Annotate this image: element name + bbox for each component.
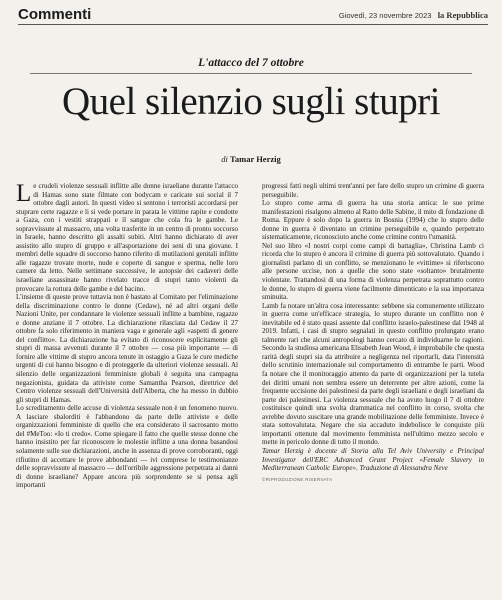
- paragraph: Lo screditamento delle accuse di violenza sessuale non è un fenomeno nuovo. A lasciare sbalorditi è l'abbandono da parte delle attiviste e delle organizzazioni femministe di quello che era considerato il sacrosanto motto del #MeToo: «Io ti credo». Come spiegare il fatto che quelle stesse donne che hanno insistito per far riconoscere le molestie inflitte a una donna basandosi solamente sulle sue dichiarazioni, anche in assenza di prove corroboranti, oggi rifiutino di accettare le prove abbondanti — ivi comprese le testimonianze delle sopravvissute al massacro — dell'orribile aggressione perpetrata ai danni di donne israeliane? Appare ancora più sorprendente se si pensa agli importanti: [16, 404, 238, 490]
- paragraph: progressi fatti negli ultimi trent'anni per fare dello stupro un crimine di guerra perseguibile.: [262, 182, 484, 199]
- paragraph: Lamb fa notare un'altra cosa interessante: sebbene sia comunemente utilizzato in guerra come un'efficace strategia, lo stupro durante un conflitto non è inevitabile ed è stato quasi assente dal conflitto israelo-palestinese dal 1948 al 2019. Infatti, i casi di stupro segnalati in questo conflitto prolungato erano talmente rari che alcuni antropologi hanno cercato di individuarne le ragioni. Secondo la studiosa americana Elisabeth Jean Wood, è improbabile che questa rarità degli stupri sia da attribuire a negligenza nel riportarli, data l'intensità dello scrutinio internazionale sul comportamento di entrambe le parti. Wood fa notare che il monitoraggio attento da parte di organizzazioni per la tutela dei diritti umani non sembra essere un deterrente per altre azioni, come la frequente uccisione dei palestinesi da parte degli israeliani e degli israeliani da parte dei palestinesi. La violenza sessuale che ha avuto luogo il 7 di ottobre costituisce quindi una svolta drammatica nel conflitto in corso, svolta che avrebbe dovuto suscitare una grande mobilitazione delle femministe. Invece è stata sottovalutata. Negare che sia accaduto indebolisce le conquiste più importanti ottenute dal movimento femminista nell'ultimo mezzo secolo e mette in pericolo donne di tutto il mondo.: [262, 301, 484, 447]
- author-bio: Tamar Herzig è docente di Storia alla Tel Aviv University e Principal Investigator dell'ERC Advanced Grant Project «Female Slavery in Mediterranean Catholic Europe». Traduzione di Alessandra Neve: [262, 446, 484, 473]
- section-title: Commenti: [18, 6, 92, 23]
- dateline: [339, 10, 488, 20]
- paragraph: [16, 182, 238, 293]
- byline: [0, 154, 502, 164]
- author-name: Tamar Herzig: [229, 154, 281, 164]
- paragraph: Nel suo libro «I nostri corpi come campi di battaglia», Christina Lamb ci ricorda che lo stupro è ancora il crimine di guerra più sottovalutato. Quando i giornalisti parlano di un conflitto, se menzionano le «vittime» si riferiscono alle persone uccise, non a quelle che sono state «soltanto» brutalmente violentate. Trattandosi di una forma di violenza perpetrata soprattutto contro le donne, lo stupro di guerra viene facilmente dimenticato e la sua importanza sminuita.: [262, 241, 484, 302]
- dropcap: L: [16, 180, 32, 207]
- paragraph: Lo stupro come arma di guerra ha una storia antica: le sue prime manifestazioni risalgono almeno al Ratto delle Sabine, il mito di fondazione di Roma. Eppure è solo dopo la guerra in Bosnia (1994) che lo stupro delle donne in guerra è diventato un crimine perseguibile e, quando perpetrato sistematicamente, riconosciuto anche come crimine contro l'umanità.: [262, 199, 484, 242]
- publication-date: Giovedì, 23 novembre 2023: [338, 11, 432, 20]
- left-column: [16, 182, 238, 490]
- kicker-divider: [30, 73, 472, 74]
- paragraph-text: e crudeli violenze sessuali inflitte alle donne israeliane durante l'attacco di Hamas sono state filmate con bodycam e caricate sui social il 7 ottobre dagli autori. In questi video si sentono i terroristi accordarsi per stuprare certe ragazze e li si vede portare in parata le vittime rapite e condotte a Gaza, con i vestiti strappati e il sangue che cola fra le gambe. Le sopravvissute al massacro, una volta trasferite in un centro di pronto soccorso in Israele, hanno descritto gli assalti subiti. Altri hanno dichiarato di aver assistito allo stupro di gruppo e all'asportazione dei seni di una giovane. I membri delle squadre di soccorso hanno riferito di mutilazioni genitali inflitte alle ragazze trovate morte, nude e coperte di sangue e sperma, nelle loro camere da letto. Nelle settimane successive, le autopsie dei cadaveri delle israeliane assassinate hanno rivelato tracce di stupri tanto violenti da provocare la rottura delle gambe e del bacino.: [16, 182, 238, 293]
- page-header: [18, 6, 488, 25]
- article-kicker: L'attacco del 7 ottobre: [198, 57, 304, 69]
- copyright-notice: ©RIPRODUZIONE RISERVATA: [262, 476, 333, 482]
- paragraph: L'insieme di queste prove tuttavia non è bastato al Comitato per l'eliminazione della discriminazione contro le donne (Cedaw), né ad altri organi delle Nazioni Unite, per condannare le violenze sessuali inflitte a bambine, ragazze e donne anziane il 7 ottobre. La dichiarazione rilasciata dal Cedaw il 27 ottobre fa solo riferimento in maniera vaga e generale agli «aspetti di genere del conflitto». La dichiarazione ha evitato di riconoscere esplicitamente gli stupri di massa avvenuti durante il 7 ottobre — cosa più importante — di fornire alle vittime di stupro ancora tenute in ostaggio a Gaza le cure mediche urgenti di cui hanno bisogno e di proteggerle da ulteriori violenze sessuali. Al silenzio delle organizzazioni femministe globali è seguita una campagna negazionista, guidata da attiviste come Samantha Pearson, direttrice del Centro violenze sessuali dell'Università dell'Alberta, che ha messo in dubbio gli stupri di Hamas.: [16, 293, 238, 404]
- byline-prefix: di: [221, 154, 228, 164]
- right-column: [262, 182, 484, 484]
- publication-name: la Repubblica: [437, 10, 488, 20]
- article-headline: Quel silenzio sugli stupri: [61, 80, 441, 123]
